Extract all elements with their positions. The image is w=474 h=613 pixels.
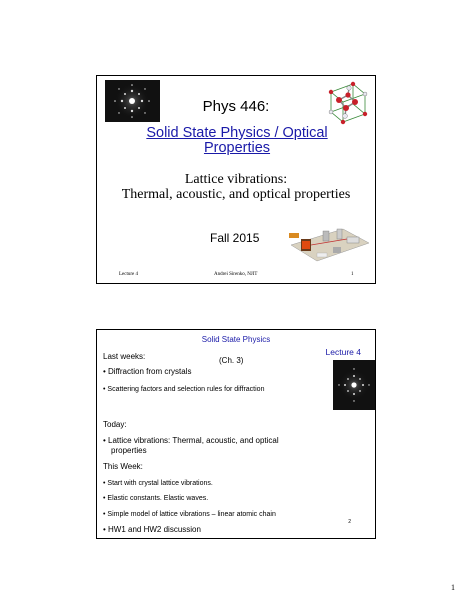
page-number: 1 <box>451 583 455 592</box>
footer-slide-number: 1 <box>351 272 354 277</box>
today-bullet <box>103 436 279 456</box>
course-title: Phys 446: <box>202 98 270 115</box>
slide-header: Solid State Physics <box>201 335 271 344</box>
this-week-heading: This Week: <box>103 462 143 471</box>
last-weeks-heading: Last weeks: <box>103 352 146 361</box>
bullet-last-1: • Diffraction from crystals <box>103 367 192 376</box>
bullet-week-1: • Start with crystal lattice vibrations. <box>103 480 213 487</box>
bullet-week-4: • HW1 and HW2 discussion <box>103 525 201 534</box>
bullet-last-2: • Scattering factors and selection rules for diffraction <box>103 386 265 393</box>
today-heading: Today: <box>103 420 127 429</box>
subtitle-line-1: Lattice vibrations: <box>184 172 288 187</box>
today-bullet-line-2: properties <box>111 446 147 455</box>
slide-1 <box>96 75 376 284</box>
footer-lecture: Lecture 4 <box>119 272 139 277</box>
chapter-label: (Ch. 3) <box>219 356 244 365</box>
footer-author: Andrei Sirenko, NJIT <box>214 272 258 277</box>
lecture-subtitle <box>97 172 375 202</box>
bullet-week-3: • Simple model of lattice vibrations – linear atomic chain <box>103 511 276 518</box>
lecture-title-line-1: Solid State Physics / Optical <box>146 125 328 141</box>
diffraction-pattern-image <box>333 360 375 410</box>
term-label: Fall 2015 <box>210 231 260 245</box>
slide-2 <box>96 329 376 539</box>
experimental-setup-image <box>287 221 371 267</box>
slide-number: 2 <box>348 519 351 525</box>
bullet-week-2: • Elastic constants. Elastic waves. <box>103 495 209 502</box>
lecture-title-line-2: Properties <box>203 140 271 156</box>
lecture-title <box>107 126 367 156</box>
subtitle-line-2: Thermal, acoustic, and optical properties <box>121 187 351 202</box>
today-bullet-line-1: • Lattice vibrations: Thermal, acoustic, and optical <box>103 436 279 445</box>
lecture-label: Lecture 4 <box>325 347 361 357</box>
